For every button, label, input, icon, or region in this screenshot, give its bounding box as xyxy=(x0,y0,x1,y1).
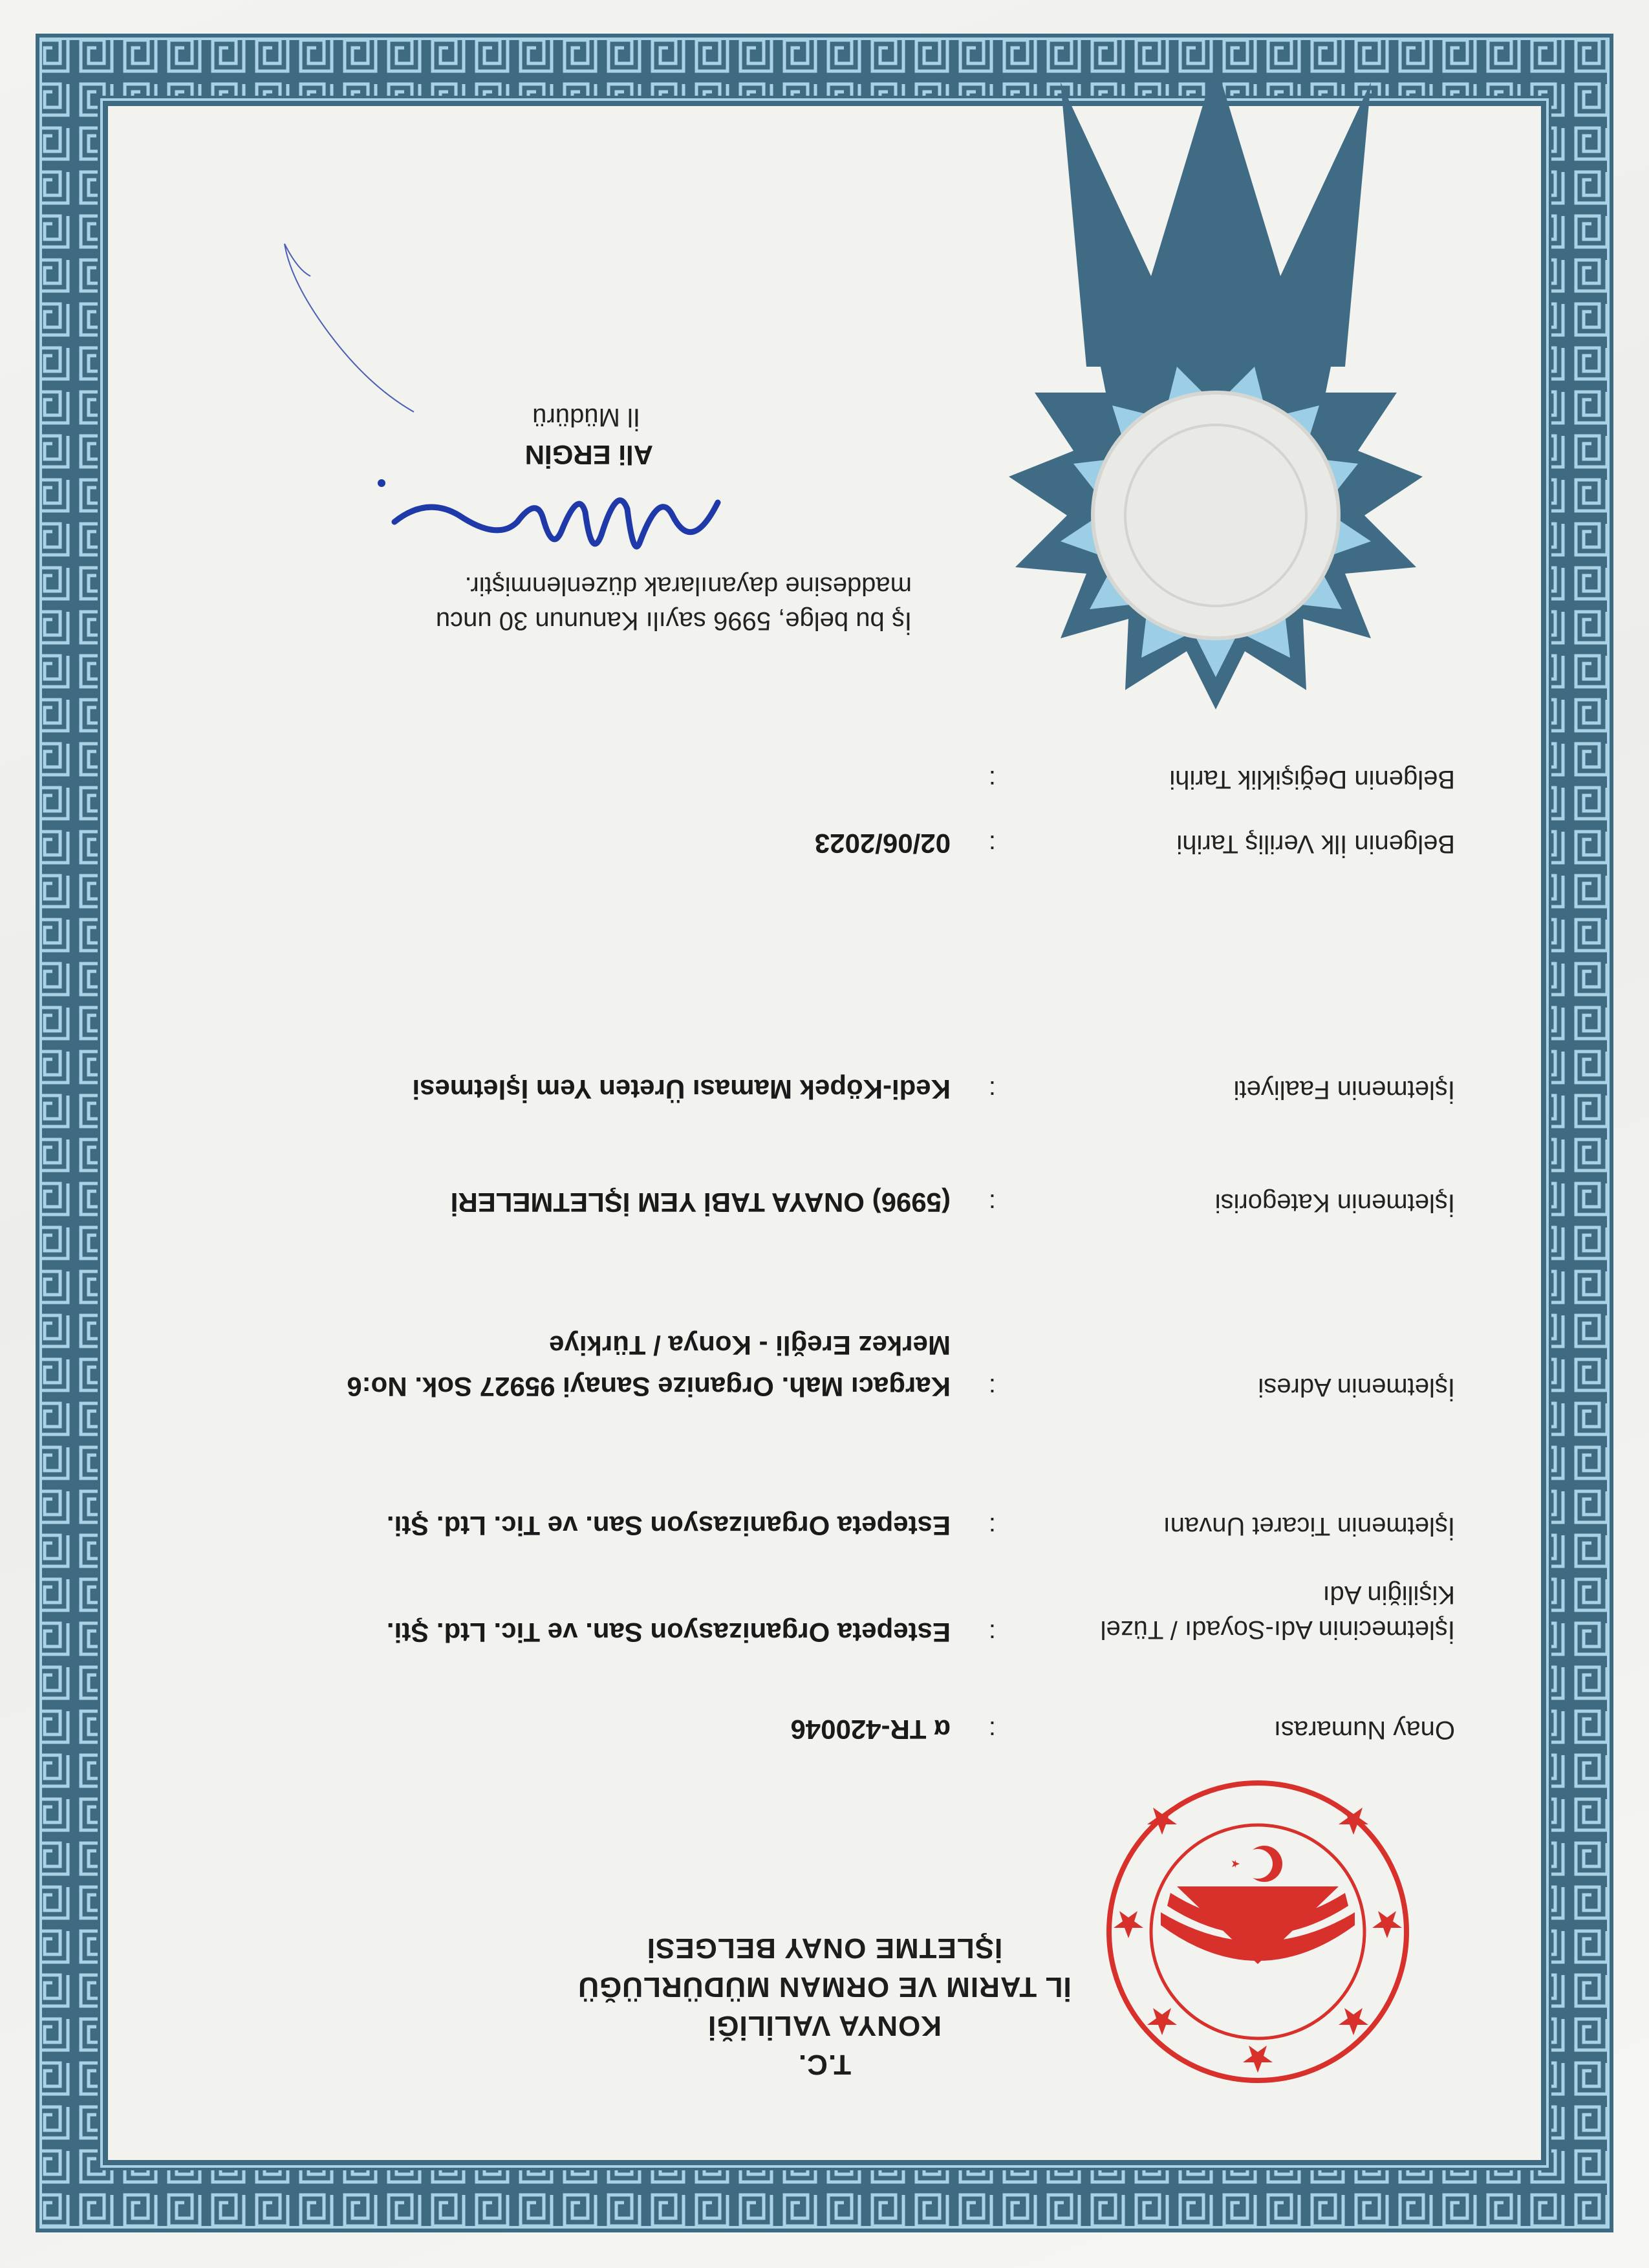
field-colon: : xyxy=(988,830,996,858)
field-colon: : xyxy=(988,1373,996,1401)
field-label-category: İşletmenin Kategorisi xyxy=(1214,1189,1455,1217)
field-label-approval-number: Onay Numarası xyxy=(1273,1716,1455,1744)
field-value-category: (5996) ONAYA TABİ YEM İŞLETMELERİ xyxy=(450,1187,951,1218)
field-label-change-date: Belgenin Değişiklik Tarihi xyxy=(1169,765,1455,794)
field-colon: : xyxy=(988,1619,996,1647)
field-value-address-line2: Merkez Ereğli - Konya / Türkiye xyxy=(549,1330,951,1361)
header-mudurluk: İL TARIM VE ORMAN MÜDÜRLÜĞÜ xyxy=(577,1971,1072,2003)
header-valilik: KONYA VALİLİĞİ xyxy=(707,2010,942,2042)
field-value-activity: Kedi-Köpek Maması Üreten Yem İşletmesi xyxy=(412,1074,951,1105)
field-colon: : xyxy=(988,1189,996,1217)
pen-scribble xyxy=(252,231,420,425)
legal-note-line2: maddesine dayanılarak düzenlenmiştir. xyxy=(464,572,912,600)
handwritten-signature xyxy=(369,464,731,580)
field-value-first-issue-date: 02/06/2023 xyxy=(814,828,951,859)
field-value-approval-number: α TR-420046 xyxy=(790,1714,951,1745)
field-label-address: İşletmenin Adresi xyxy=(1258,1373,1455,1401)
field-colon: : xyxy=(988,1512,996,1540)
signatory-name: Ali ERGİN xyxy=(524,440,653,470)
field-label-activity: İşletmenin Faaliyeti xyxy=(1233,1075,1455,1104)
field-label-first-issue-date: Belgenin İlk Veriliş Tarihi xyxy=(1176,830,1455,858)
field-value-address-line1: Kargacı Mah. Organize Sanayi 95927 Sok. No:6 xyxy=(347,1372,951,1402)
field-colon: : xyxy=(988,765,996,794)
signatory-title: İl Müdürü xyxy=(532,403,640,431)
field-label-operator-name: İşletmecinin Adı-Soyadı / Tüzel Kişiliğin Adı xyxy=(1100,1581,1455,1644)
header-tc: T.C. xyxy=(797,2049,852,2080)
field-colon: : xyxy=(988,1075,996,1104)
field-value-operator-name: Estepeta Organizasyon San. ve Tic. Ltd. Şti. xyxy=(386,1617,951,1648)
embossed-seal xyxy=(970,43,1461,729)
field-colon: : xyxy=(988,1716,996,1744)
field-label-trade-name: İşletmenin Ticaret Unvanı xyxy=(1163,1512,1455,1540)
header-belge-title: İŞLETME ONAY BELGESİ xyxy=(646,1932,1003,1964)
legal-note-line1: İş bu belge, 5996 sayılı Kanunun 30 uncu xyxy=(435,607,912,635)
field-value-trade-name: Estepeta Organizasyon San. ve Tic. Ltd. Şti. xyxy=(386,1511,951,1541)
